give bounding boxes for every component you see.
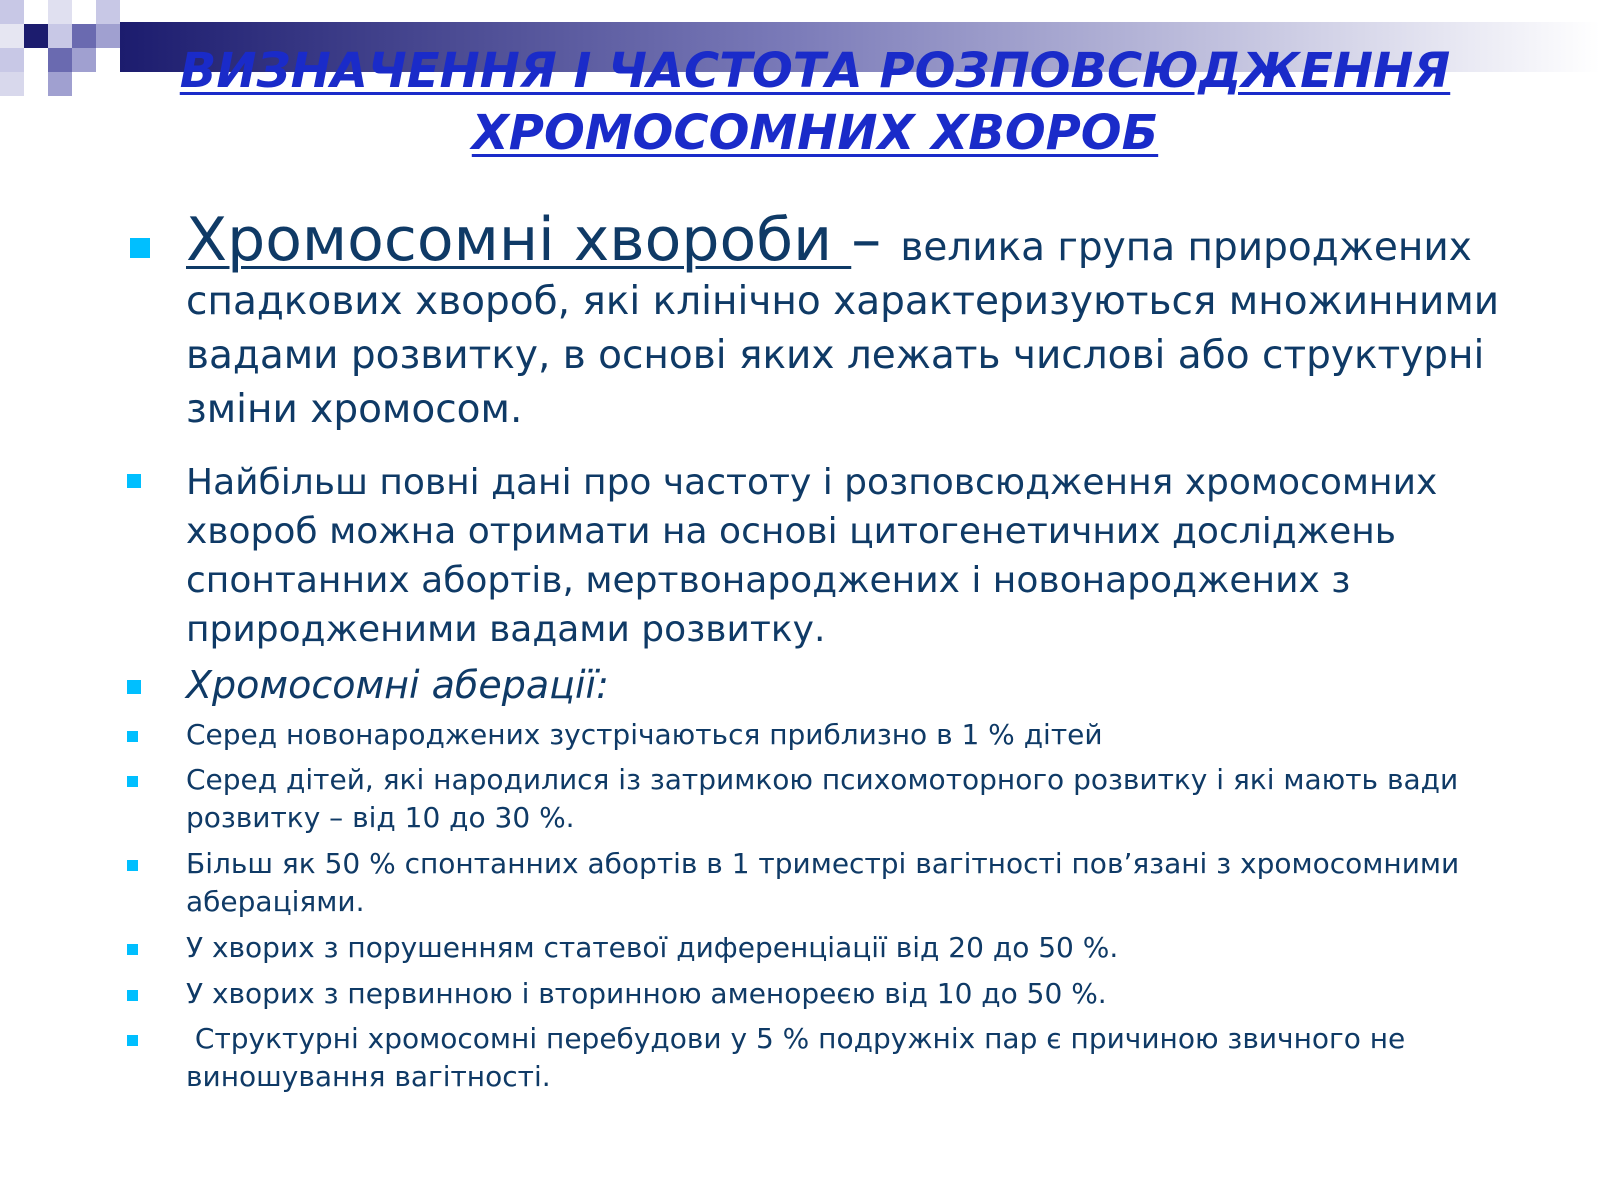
bullet-marker-icon	[127, 680, 141, 694]
bullet-marker-icon	[127, 1035, 138, 1046]
bullet-marker-icon	[127, 776, 138, 787]
title-line-2: ХРОМОСОМНИХ ХВОРОБ	[471, 105, 1159, 161]
bullet-marker-icon	[127, 990, 138, 1001]
bullet-marker-icon	[127, 731, 138, 742]
bullet-marker-icon	[130, 238, 150, 258]
definition-dash: –	[851, 205, 901, 275]
bullet-spontaneous-abortions: Більш як 50 % спонтанних абортів в 1 триместрі вагітності пов’язані з хромосомними абераціями.	[186, 847, 1460, 918]
bullet-amenorrhea: У хворих з первинною і вторинною аменореєю від 10 до 50 %.	[186, 977, 1107, 1010]
bullet-delayed-development: Серед дітей, які народилися із затримкою психомоторного розвитку і які мають вади розвитку – від 10 до 30 %.	[186, 763, 1459, 834]
bullet-data-source: Найбільш повні дані про частоту і розповсюдження хромосомних хвороб можна отримати на основі цитогенетичних досліджень спонтанних абортів, мертвонароджених і новонароджених з природженими вадами розвитку.	[186, 462, 1438, 650]
bullet-newborns: Серед новонароджених зустрічаються приблизно в 1 % дітей	[186, 718, 1103, 751]
bullet-marker-icon	[127, 860, 138, 871]
bullet-marker-icon	[127, 944, 138, 955]
bullet-aberrations-heading: Хромосомні аберації:	[186, 663, 609, 707]
definition-text: велика група природжених спадкових хвороб, які клінічно характеризуються множинними вадами розвитку, в основі яких лежать числові або структурні зміни хромосом.	[186, 225, 1500, 432]
bullet-definition	[186, 205, 1516, 437]
bullet-sexual-differentiation: У хворих з порушенням статевої диференціації від 20 до 50 %.	[186, 931, 1119, 964]
definition-term: Хромосомні хвороби	[186, 205, 852, 275]
bullet-marker-icon	[127, 474, 141, 488]
title-line-1: ВИЗНАЧЕННЯ І ЧАСТОТА РОЗПОВСЮДЖЕННЯ	[179, 43, 1451, 99]
bullet-structural-rearrangements: Структурні хромосомні перебудови у 5 % подружніх пар є причиною звичного не виношування вагітності.	[186, 1022, 1415, 1093]
